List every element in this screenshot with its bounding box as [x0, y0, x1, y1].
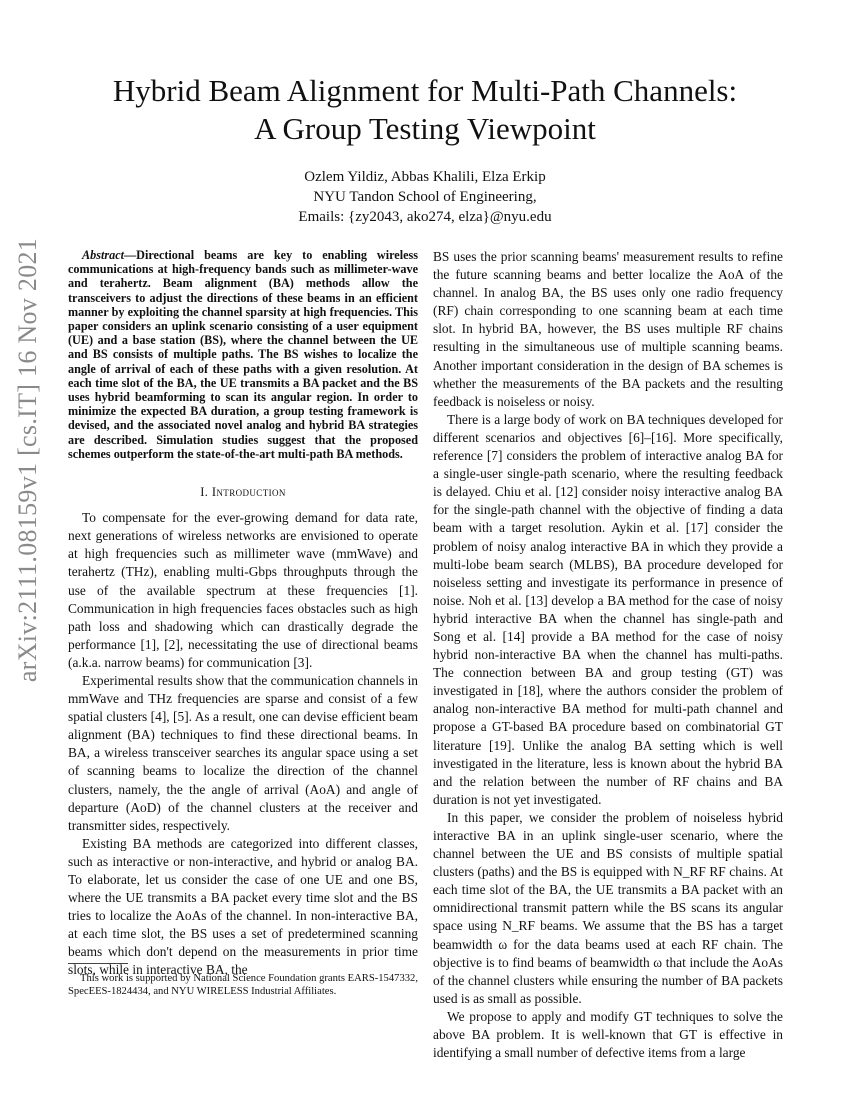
section-title: Introduction: [211, 485, 286, 500]
left-column: [68, 248, 418, 980]
affiliation: NYU Tandon School of Engineering,: [313, 189, 537, 205]
paragraph: Experimental results show that the communication channels in mmWave and THz frequencies are sparse and consist of a few spatial clusters [4], [5]. As a result, one can devise efficient beam alignment (BA) techniques to find these directional beams. In BA, a wireless transceiver searches its angular space using a set of scanning beams to localize the direction of the channel clusters, namely, the the angle of arrival (AoA) and angle of departure (AoD) of the channel clusters at the receiver and transmitter sides, respectively.: [68, 672, 418, 833]
abstract: [68, 248, 418, 461]
paragraph: BS uses the prior scanning beams' measurement results to refine the future scanning beams and better localize the AoA of the channel. In analog BA, the BS uses only one radio frequency (RF) chain corresponding to one scanning beam at each time slot. In hybrid BA, however, the BS uses multiple RF chains resulting in the simultaneous use of multiple scanning beams. Another important consideration in the design of BA schemes is whether the measurements of the BA packets and the resulting feedback is noiseless or noisy.: [433, 249, 783, 409]
paragraph: To compensate for the ever-growing demand for data rate, next generations of wireless networks are envisioned to operate at high frequencies such as millimeter wave (mmWave) and terahertz (THz), enabling multi-Gbps throughputs through the use of the available spectrum at these frequencies [1]. Communication in high frequencies faces obstacles such as high path loss and shadowing which can drastically degrade the performance [1], [2], necessitating the use of directional beams (a.k.a. narrow beams) for communication [3].: [68, 510, 418, 670]
author-block: [60, 167, 790, 227]
arxiv-identifier: [8, 237, 48, 683]
section-heading-introduction: [68, 483, 418, 501]
right-column: [433, 248, 783, 1062]
section-number: I.: [200, 485, 209, 500]
paragraph: Existing BA methods are categorized into different classes, such as interactive or non-interactive, and hybrid or analog BA. To elaborate, let us consider the case of one UE and one BS, where the UE transmits a BA packet every time slot and the BS tries to localize the AoAs of the channel. In non-interactive BA, at each time slot, the BS uses a set of predetermined scanning beams which don't depend on the measurements in prior time slots, while in interactive BA, the: [68, 835, 418, 978]
arxiv-id-text: arXiv:2111.08159v1 [cs.IT] 16 Nov 2021: [13, 237, 42, 683]
title-line-2: A Group Testing Viewpoint: [254, 111, 596, 146]
footnote: This work is supported by National Science Foundation grants EARS-1547332, SpecEES-1824434, and NYU WIRELESS Industrial Affiliates.: [68, 973, 418, 997]
title-line-1: Hybrid Beam Alignment for Multi-Path Channels:: [112, 73, 738, 108]
abstract-text: —Directional beams are key to enabling wireless communications at high-frequency bands such as millimeter-wave and terahertz. Beam alignment (BA) methods allow the transceivers to adjust the directions of these beams in an efficient manner by exploiting the channel sparsity at high frequencies. This paper considers an uplink scenario consisting of a user equipment (UE) and a base station (BS), where the channel between the UE and BS consists of multiple paths. The BS wishes to localize the angle of arrival of each of these paths with a given resolution. At each time slot of the BA, the UE transmits a BA packet and the BS uses hybrid beamforming to scan its angular region. In order to minimize the expected BA duration, a group testing framework is devised, and the associated novel analog and hybrid BA strategies are described. Simulation studies suggest that the proposed schemes outperform the state-of-the-art multi-path BA methods.: [68, 248, 418, 461]
author-names: Ozlem Yildiz, Abbas Khalili, Elza Erkip: [304, 169, 546, 185]
paragraph: We propose to apply and modify GT techniques to solve the above BA problem. It is well-known that GT is effective in identifying a small number of defective items from a large: [433, 1008, 783, 1061]
emails: Emails: {zy2043, ako274, elza}@nyu.edu: [298, 209, 552, 225]
abstract-label: Abstract: [82, 248, 124, 262]
paper-title: [60, 72, 790, 148]
paragraph: In this paper, we consider the problem of noiseless hybrid interactive BA in an uplink single-user scenario, where the channel between the UE and BS consists of multiple spatial clusters (paths) and the BS is equipped with N_RF RF chains. At each time slot of the BA, the UE transmits a BA packet with an omnidirectional transmit pattern while the BS scans its angular space using N_RF beams. We assume that the BS has a target beamwidth ω for the data beams used at each RF chain. The objective is to find beams of beamwidth ω that include the AoAs of the channel clusters while ensuring the number of BA packets used is as small as possible.: [433, 809, 783, 1006]
footnote-divider: [68, 963, 128, 964]
paragraph: There is a large body of work on BA techniques developed for different scenarios and objectives [6]–[16]. More specifically, reference [7] considers the problem of interactive analog BA for a single-user single-path scenario, where the resulting feedback is delayed. Chiu et al. [12] consider noisy interactive analog BA for the single-path channel with the objective of finding a data beam with a target resolution. Aykin et al. [17] consider the problem of noisy analog interactive BA in which they provide a multi-lobe beam search (MLBS), BA procedure developed for noiseless setting and investigate its performance in presence of noise. Noh et al. [13] develop a BA method for the case of noisy hybrid interactive BA when the channel has single-path and Song et al. [14] provide a BA method for the case of noisy hybrid non-interactive BA when the channel has multi-paths. The connection between BA and group testing (GT) was investigated in [18], where the authors consider the problem of analog non-interactive BA method for multi-path channel and propose a GT-based BA procedure based on combinatorial GT literature [19]. Unlike the analog BA setting which is well investigated in the literature, less is known about the hybrid BA and the relation between the number of RF chains and BA duration is not yet investigated.: [433, 411, 783, 807]
